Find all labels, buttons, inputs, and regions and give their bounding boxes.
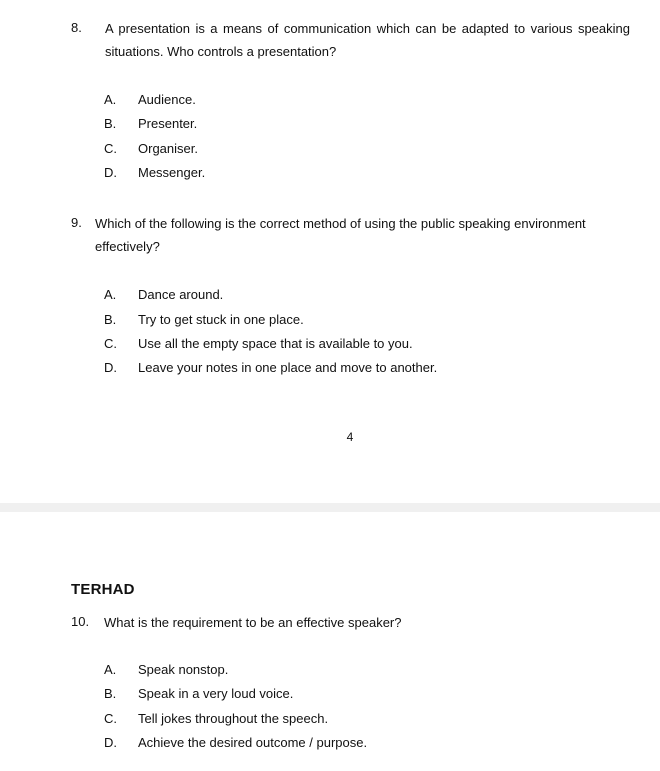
- option-letter: A.: [104, 287, 117, 302]
- question-text: What is the requirement to be an effective speaker?: [104, 615, 402, 630]
- option-text: Organiser.: [138, 141, 198, 156]
- option-text: Presenter.: [138, 116, 198, 131]
- option-letter: D.: [104, 165, 117, 180]
- option-text: Tell jokes throughout the speech.: [138, 711, 329, 726]
- option-text: Messenger.: [138, 165, 206, 180]
- option-text: Try to get stuck in one place.: [138, 312, 304, 327]
- option-text: Use all the empty space that is available to you.: [138, 336, 413, 351]
- option-letter: B.: [104, 686, 117, 701]
- option-letter: A.: [104, 662, 117, 677]
- question-text: Which of the following is the correct method of using the public speaking environment effectively?: [95, 216, 586, 254]
- option-letter: B.: [104, 312, 117, 327]
- document-page-5: [0, 512, 660, 771]
- question-number: 10.: [71, 614, 90, 629]
- option-letter: C.: [104, 141, 117, 156]
- option-text: Audience.: [138, 92, 196, 107]
- option-text: Leave your notes in one place and move to another.: [138, 360, 438, 375]
- option-letter: A.: [104, 92, 117, 107]
- option-text: Achieve the desired outcome / purpose.: [138, 735, 368, 750]
- option-letter: B.: [104, 116, 117, 131]
- option-text: Speak in a very loud voice.: [138, 686, 294, 701]
- classification-label: TERHAD: [71, 581, 135, 598]
- question-number: 9.: [71, 215, 82, 230]
- option-text: Speak nonstop.: [138, 662, 229, 677]
- option-letter: D.: [104, 360, 117, 375]
- option-letter: C.: [104, 336, 117, 351]
- option-letter: D.: [104, 735, 117, 750]
- option-text: Dance around.: [138, 287, 224, 302]
- page-separator: [0, 503, 660, 512]
- question-text: A presentation is a means of communication which can be adapted to various speaking situations. Who controls a presentation?: [105, 21, 630, 59]
- question-number: 8.: [71, 20, 82, 35]
- option-letter: C.: [104, 711, 117, 726]
- page-number: 4: [346, 430, 354, 444]
